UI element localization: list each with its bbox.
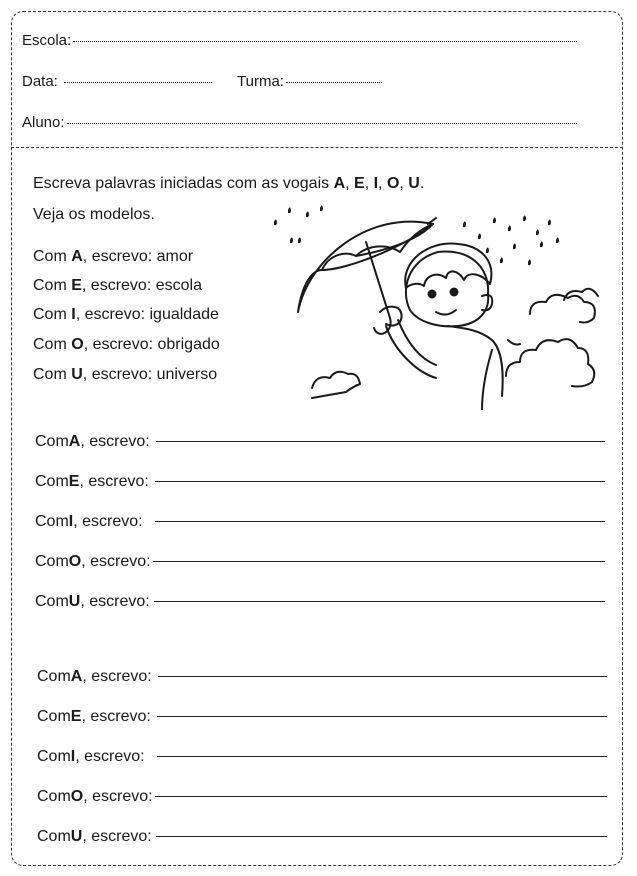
- answer-row-e-2: Com E , escrevo:: [37, 708, 607, 726]
- class-field: [237, 73, 382, 90]
- answer-line[interactable]: [155, 795, 607, 797]
- answer-line[interactable]: [156, 835, 607, 837]
- student-label: Aluno:: [22, 114, 65, 131]
- answer-row-a-1: Com A , escrevo:: [35, 433, 605, 451]
- answer-line[interactable]: [157, 755, 607, 757]
- model-line-i: Com I, escrevo: igualdade: [33, 306, 219, 323]
- header-divider: [11, 147, 623, 148]
- class-input-line[interactable]: [286, 81, 382, 83]
- vowel-u: U: [408, 175, 420, 192]
- model-line-o: Com O, escrevo: obrigado: [33, 336, 220, 353]
- date-field: [22, 73, 212, 90]
- school-input-line[interactable]: [73, 40, 577, 42]
- instruction-line-2: Veja os modelos.: [33, 206, 155, 223]
- model-line-a: Com A, escrevo: amor: [33, 248, 194, 265]
- period: .: [419, 175, 425, 192]
- separator: ,: [345, 175, 355, 192]
- vowel-o: O: [386, 175, 400, 192]
- answer-row-u-1: Com U , escrevo:: [35, 593, 605, 611]
- model-line-u: Com U, escrevo: universo: [33, 366, 218, 383]
- instruction-line-1: [33, 175, 424, 193]
- answer-line[interactable]: [156, 440, 605, 442]
- answer-row-a-2: Com A , escrevo:: [37, 668, 607, 686]
- date-label: Data:: [22, 73, 58, 90]
- date-input-line[interactable]: [64, 81, 212, 83]
- separator: ,: [364, 175, 374, 192]
- answer-line[interactable]: [154, 600, 605, 602]
- answer-line[interactable]: [153, 560, 605, 562]
- vowel-i: I: [373, 175, 379, 192]
- boy-with-umbrella-in-rain-icon: [268, 200, 603, 410]
- answer-row-i-2: Com I , escrevo:: [37, 748, 607, 766]
- answer-row-e-1: Com E , escrevo:: [35, 473, 605, 491]
- answer-line[interactable]: [158, 675, 607, 677]
- answer-row-i-1: Com I , escrevo:: [35, 513, 605, 531]
- school-field: [22, 32, 577, 49]
- model-line-e: Com E, escrevo: escola: [33, 277, 202, 294]
- vowel-a: A: [333, 175, 346, 192]
- answer-row-u-2: Com U , escrevo:: [37, 828, 607, 846]
- student-field: [22, 114, 577, 131]
- instruction-text: Escreva palavras iniciadas com as vogais: [33, 175, 334, 192]
- answer-row-o-1: Com O , escrevo:: [35, 553, 605, 571]
- student-input-line[interactable]: [67, 122, 577, 124]
- answer-row-o-2: Com O , escrevo:: [37, 788, 607, 806]
- answer-line[interactable]: [157, 715, 607, 717]
- school-label: Escola:: [22, 32, 72, 49]
- separator: ,: [399, 175, 409, 192]
- answer-line[interactable]: [155, 520, 605, 522]
- class-label: Turma:: [237, 73, 284, 90]
- vowel-e: E: [354, 175, 365, 192]
- answer-line[interactable]: [155, 480, 605, 482]
- separator: ,: [378, 175, 387, 192]
